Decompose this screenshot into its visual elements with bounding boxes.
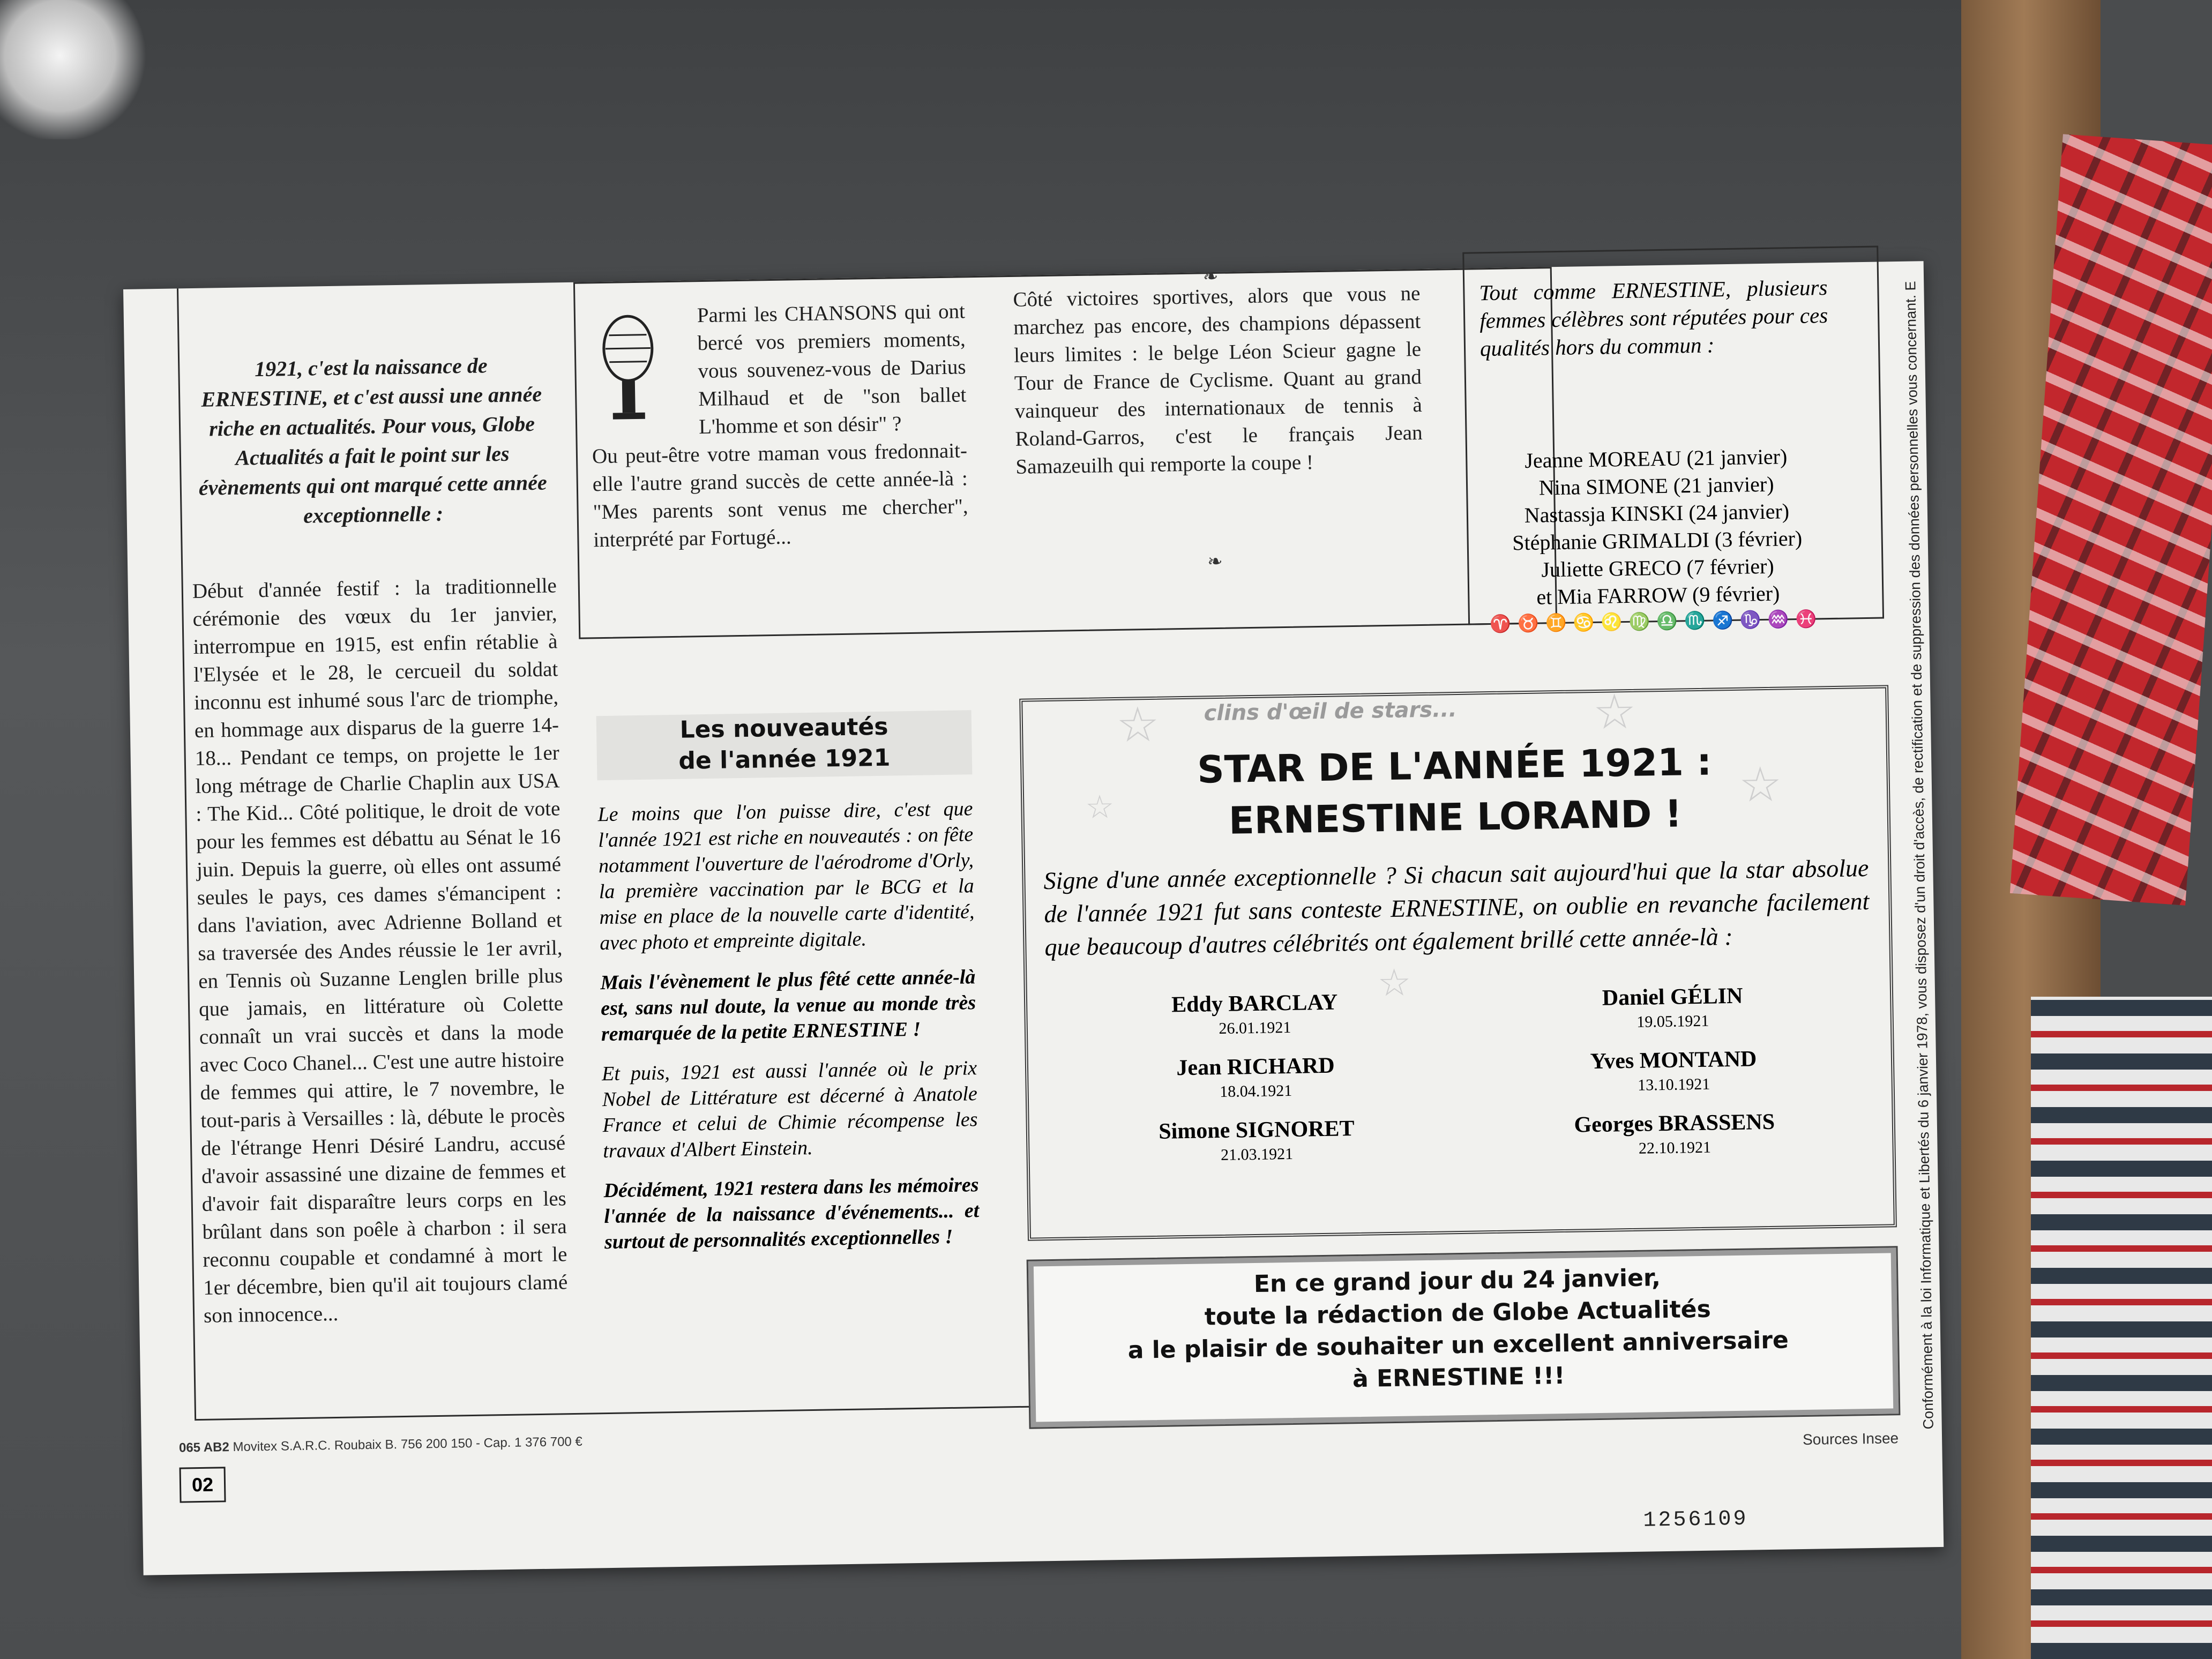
star-date: 22.10.1921	[1638, 1138, 1712, 1157]
birthday-message	[1050, 1259, 1866, 1400]
star-icon: ☆	[1738, 758, 1783, 812]
chansons-p2: Ou peut-être votre maman vous fredonnait-elle l'autre grand succès de cette année-là : "Mes parents sont venus me chercher", interprété par Fortugé...	[592, 439, 968, 552]
star-date: 19.05.1921	[1636, 1012, 1709, 1031]
nouveautes-p3: Et puis, 1921 est aussi l'année où le prix Nobel de Littérature est décerné à Anatole France et celui de Chimie récompense les travaux d'Albert Einstein.	[601, 1057, 978, 1163]
star-name: Eddy BARCLAY	[1171, 990, 1338, 1018]
stars-right-column	[1485, 980, 1863, 1176]
star-date: 13.10.1921	[1637, 1075, 1710, 1094]
list-item: Juliette GRECO (7 février)	[1541, 554, 1774, 582]
star-name: Daniel GÉLIN	[1602, 983, 1743, 1011]
birthday-line2: toute la rédaction de Globe Actualités	[1204, 1295, 1712, 1331]
list-item: Stéphanie GRIMALDI (3 février)	[1512, 526, 1803, 555]
birthday-line1: En ce grand jour du 24 janvier,	[1253, 1264, 1661, 1298]
chansons-section	[590, 297, 969, 554]
celebs-intro: Tout comme ERNESTINE, plusieurs femmes célèbres sont réputées pour ces qualités hors du commun :	[1479, 275, 1828, 361]
sport-text: Côté victoires sportives, alors que vous ne marchez pas encore, des champions dépassent leurs limites : le belge Léon Scieur gagne le Tour de France de Cyclisme. Quant au grand vainqueur des internationaux de tennis à Roland-Garros, c'est le français Jean Samazeuilh qui remporte la coupe !	[1013, 281, 1423, 479]
nouveautes-p4: Décidément, 1921 restera dans les mémoires l'année de la naissance d'événements... et surtout de personnalités exceptionnelles !	[603, 1174, 980, 1254]
list-item: Jeanne MOREAU (21 janvier)	[1525, 444, 1788, 473]
star-icon: ☆	[1592, 685, 1637, 740]
legal-notice: Conformément à la loi Informatique et Libertés du 6 janvier 1978, vous disposez d'un droit d'accès, de rectification et de suppression des données personnelles vous concernant. E	[1902, 281, 1937, 1430]
flourish-icon: ❧	[1202, 266, 1219, 287]
flourish-icon: ❧	[1207, 551, 1223, 572]
list-item: et Mia FARROW (9 février)	[1536, 581, 1780, 609]
star-date: 18.04.1921	[1220, 1081, 1292, 1101]
nouveautes-body	[597, 796, 980, 1269]
footer-company: Movitex S.A.R.C. Roubaix B. 756 200 150 - Cap. 1 376 700 €	[233, 1434, 582, 1455]
sources-label: Sources Insee	[1802, 1430, 1899, 1448]
serial-number: 1256109	[1643, 1507, 1748, 1533]
newspaper-page	[123, 261, 1944, 1575]
star-icon: ☆	[1377, 962, 1412, 1005]
stars-headline-line1: STAR DE L'ANNÉE 1921 :	[1197, 739, 1712, 792]
star-name: Jean RICHARD	[1176, 1053, 1335, 1081]
stars-kicker: clins d'œil de stars...	[1204, 697, 1458, 726]
star-name: Yves MONTAND	[1590, 1047, 1757, 1074]
celebs-list	[1482, 442, 1833, 611]
plaid-fabric-lower	[2031, 997, 2212, 1659]
footer-code	[179, 1434, 582, 1456]
glass-object	[0, 0, 150, 139]
intro-body: Début d'année festif : la traditionnelle cérémonie des vœux du 1er janvier, interrompue en 1915, est enfin rétablie à l'Elysée et le 28, le cercueil du soldat inconnu est inhumé sous l'arc de triomphe, en hommage aux disparus de la guerre 14-18... Pendant ce temps, on projette le 1er long métrage de Charlie Chaplin aux USA : The Kid... Côté politique, le droit de vote pour les femmes est débattu au Sénat le 16 juin. Depuis la guerre, où elles ont assumé seules le pays, ces dames s'émancipent : dans l'aviation, avec Adrienne Bolland et sa traversée des Andes réussie le 1er avril, en Tennis où Suzanne Lenglen brille plus que jamais, en littérature où Colette connaît un vrai succès et dans la mode avec Coco Chanel... C'est une autre histoire de femmes qui attire, le 7 novembre, le tout-paris à Versailles : là, débute le procès de l'étrange Henri Désiré Landru, accusé d'avoir assassiné une dizaine de femmes et d'avoir fait disparaître leurs corps en les brûlant dans son poêle à charbon : il sera reconnu coupable et condamné à mort le 1er décembre, bien qu'il ait toujours clamé son innocence...	[192, 574, 568, 1327]
page-number: 02	[180, 1467, 226, 1503]
star-icon: ☆	[1116, 698, 1160, 752]
star-icon: ☆	[1085, 789, 1115, 825]
zodiac-icons: ♈♉♊♋♌♍♎♏♐♑♒♓	[1489, 609, 1824, 634]
stars-intro: Signe d'une année exceptionnelle ? Si chacun sait aujourd'hui que la star absolue de l'année 1921 fut sans conteste ERNESTINE, on oublie en revanche facilement que beaucoup d'autres célébrités ont également brillé cette année-là :	[1043, 854, 1870, 961]
intro-title: 1921, c'est la naissance de ERNESTINE, et c'est aussi une année riche en actualités. Pour vous, Globe Actualités a fait le point sur les évènements qui ont marqué cette année exceptionnelle :	[198, 353, 548, 528]
stars-left-column	[1067, 987, 1445, 1183]
star-date: 26.01.1921	[1219, 1018, 1291, 1038]
footer-ref: 065 AB2	[178, 1440, 230, 1455]
stars-grid	[1045, 980, 1874, 1218]
stars-headline-line2: ERNESTINE LORAND !	[1228, 791, 1683, 843]
nouveautes-p2: Mais l'évènement le plus fêté cette année-là est, sans nul doute, la venue au monde très remarquée de la petite ERNESTINE !	[600, 966, 976, 1046]
list-item: Nastassja KINSKI (24 janvier)	[1524, 499, 1790, 527]
chansons-p1: Parmi les CHANSONS qui ont bercé vos premiers moments, vous souvenez-vous de Darius Milhaud et de "son ballet L'homme et son désir" ?	[697, 300, 967, 439]
stars-headline	[1042, 734, 1869, 849]
nouveautes-title-line1: Les nouveautés	[679, 713, 888, 744]
birthday-line3: a le plaisir de souhaiter un excellent anniversaire	[1127, 1326, 1789, 1364]
birthday-line4: à ERNESTINE !!!	[1352, 1362, 1565, 1393]
sport-section	[1013, 280, 1423, 481]
nouveautes-title-line2: de l'année 1921	[678, 744, 891, 775]
star-name: Simone SIGNORET	[1158, 1116, 1355, 1144]
nouveautes-p1: Le moins que l'on puisse dire, c'est que l'année 1921 est riche en nouveautés : on fête notamment l'ouverture de l'aérodrome d'Orly, la première vaccination par le BCG et la mise en place de la nouvelle carte d'identité, avec photo et empreinte digitale.	[597, 797, 975, 955]
list-item: Nina SIMONE (21 janvier)	[1538, 472, 1774, 500]
nouveautes-title	[596, 710, 973, 780]
star-date: 21.03.1921	[1220, 1145, 1294, 1164]
star-name: Georges BRASSENS	[1574, 1109, 1775, 1138]
